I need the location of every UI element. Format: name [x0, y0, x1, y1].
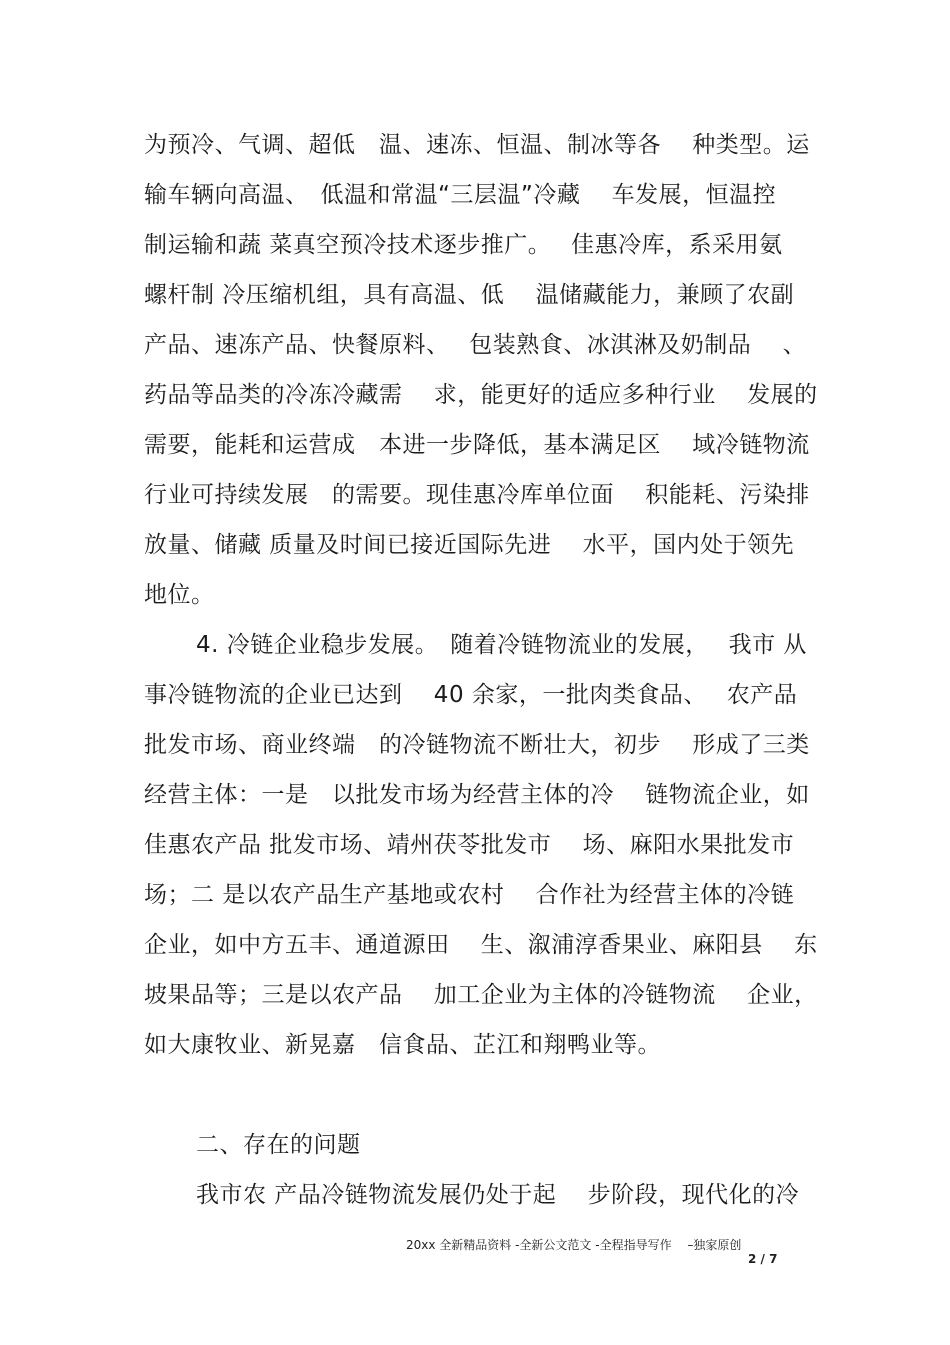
text-line: 输车辆向高温、 低温和常温“三层温”冷藏 车发展，恒温控	[144, 182, 777, 208]
document-body	[144, 120, 818, 1220]
text-line: 制运输和蔬 菜真空预冷技术逐步推广。 佳惠冷库，系采用氨	[144, 232, 783, 258]
text-line: 药品等品类的冷冻冷藏需 求，能更好的适应多种行业 发展的	[144, 382, 818, 408]
text-line: 行业可持续发展 的需要。现佳惠冷库单位面 积能耗、污染排	[144, 482, 810, 508]
text-line: 放量、储藏 质量及时间已接近国际先进 水平，国内处于领先	[144, 532, 795, 558]
text-line: 需要，能耗和运营成 本进一步降低，基本满足区 域冷链物流	[144, 432, 810, 458]
text-line: 佳惠农产品 批发市场、靖州茯苓批发市 场、麻阳水果批发市	[144, 832, 795, 858]
page-number: 2 / 7	[748, 1252, 778, 1266]
paragraph-start-line: 我市农 产品冷链物流发展仍处于起 步阶段，现代化的冷	[196, 1182, 800, 1208]
paragraph-gap	[144, 1070, 810, 1120]
text-line: 螺杆制 冷压缩机组，具有高温、低 温储藏能力，兼顾了农副	[144, 282, 795, 308]
text-line: 场；二 是以农产品生产基地或农村 合作社为经营主体的冷链	[144, 882, 795, 908]
text-line: 经营主体：一是 以批发市场为经营主体的冷 链物流企业，如	[144, 782, 810, 808]
footer-text: 20xx 全新精品资料 -全新公文范文 -全程指导写作 –独家原创	[406, 1238, 742, 1252]
text-line: 事冷链物流的企业已达到 40 余家，一批肉类食品、 农产品	[144, 682, 798, 708]
text-line: 为预冷、气调、超低 温、速冻、恒温、制冰等各 种类型。运	[144, 132, 810, 158]
text-line: 批发市场、商业终端 的冷链物流不断壮大，初步 形成了三类	[144, 732, 810, 758]
text-line: 企业，如中方五丰、通道源田 生、溆浦淳香果业、麻阳县 东	[144, 932, 818, 958]
paragraph-start-line: 4. 冷链企业稳步发展。 随着冷链物流业的发展， 我市 从	[196, 632, 807, 658]
section-heading: 二、存在的问题	[196, 1132, 361, 1158]
text-line: 地位。	[144, 582, 215, 608]
text-line: 坡果品等；三是以农产品 加工企业为主体的冷链物流 企业，	[144, 982, 818, 1008]
text-line: 如大康牧业、新晃嘉 信食品、芷江和翔鸭业等。	[144, 1032, 661, 1058]
text-line: 产品、速冻产品、快餐原料、 包装熟食、冰淇淋及奶制品 、	[144, 332, 807, 358]
